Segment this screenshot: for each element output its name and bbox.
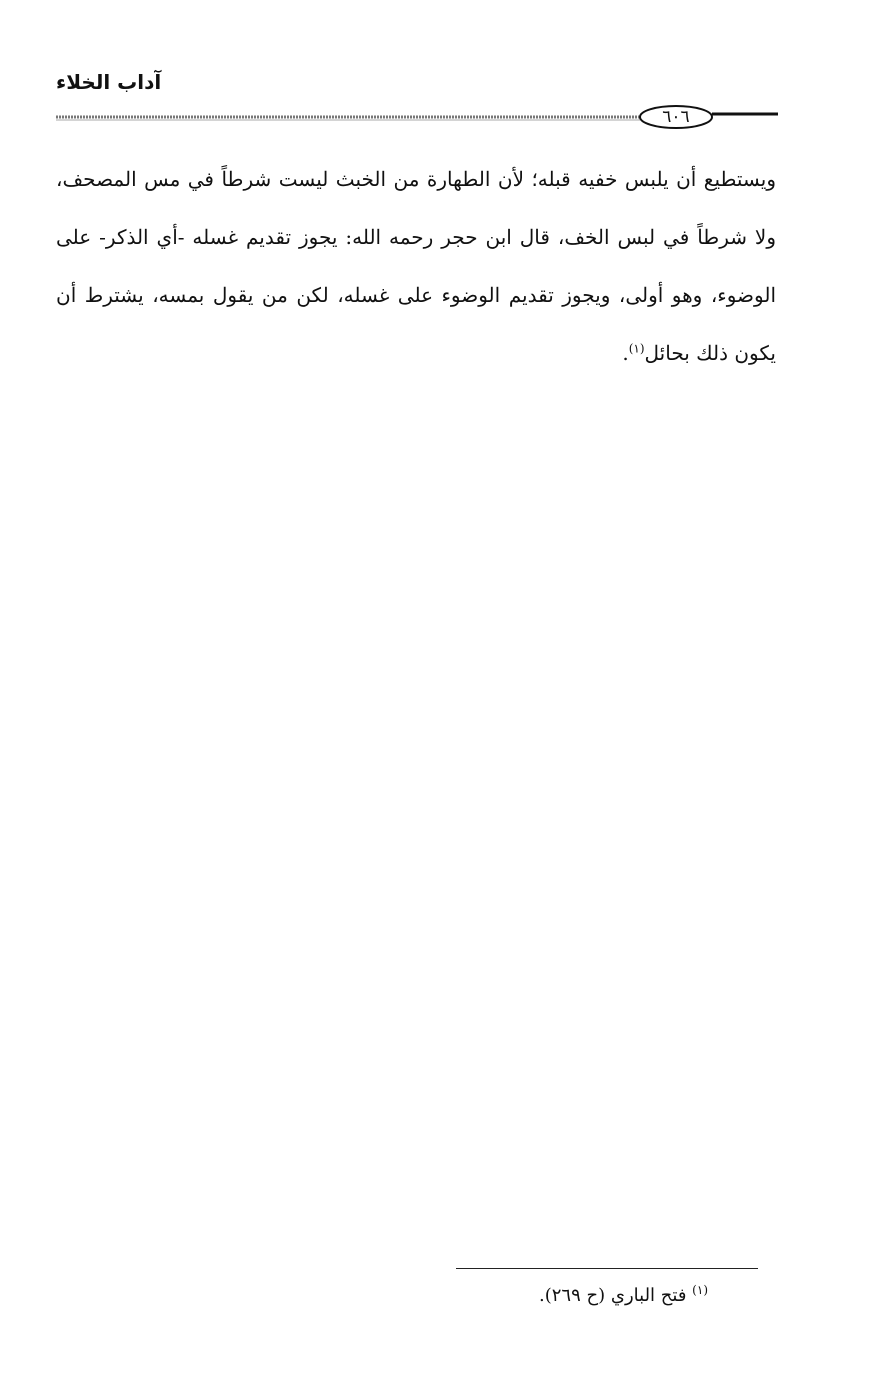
running-header-title: آداب الخلاء: [56, 70, 162, 94]
footnote-reference[interactable]: (١): [628, 341, 645, 356]
footnote-text: فتح الباري (ح ٢٦٩).: [539, 1285, 687, 1306]
footnote-marker: (١): [692, 1283, 708, 1297]
footnote: [300, 1285, 708, 1306]
paragraph-end: .: [622, 341, 629, 365]
paragraph-text: ويستطيع أن يلبس خفيه قبله؛ لأن الطهارة من الخبث ليست شرطاً في مس المصحف، ولا شرطاً في لبس الخف، قال ابن حجر رحمه الله: يجوز تقديم غسله -أي الذكر- على الوضوء، وهو أولى، ويجوز تقديم الوضوء على غسله، لكن من يقول بمسه، يشترط أن يكون ذلك بحائل: [56, 167, 776, 365]
footnote-divider: [456, 1268, 758, 1269]
body-paragraph: [56, 150, 776, 382]
page-number: ٦٠٦: [662, 107, 690, 127]
